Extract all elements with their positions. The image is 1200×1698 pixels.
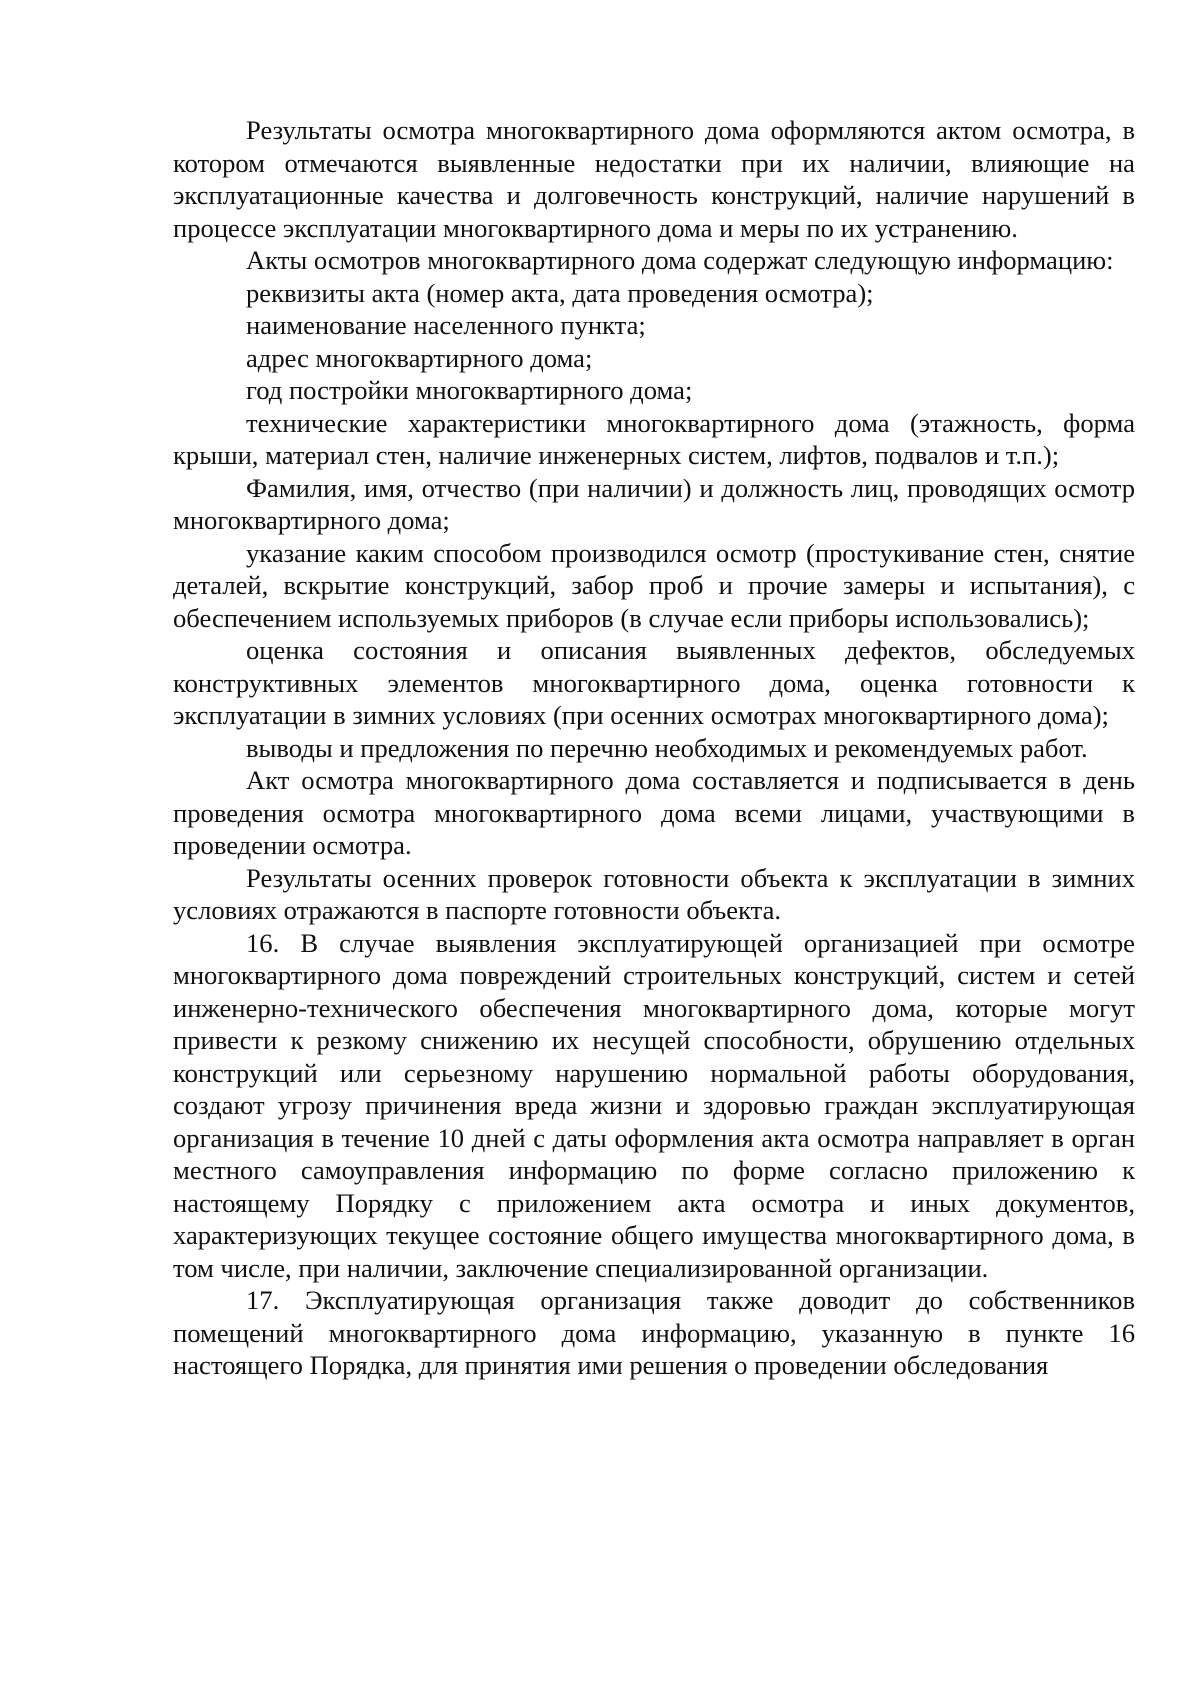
list-item-act-requisites: реквизиты акта (номер акта, дата проведения осмотра); bbox=[246, 277, 874, 308]
list-item-inspection-method: указание каким способом производился осмотр (простукивание стен, снятие деталей, вскрытие конструкций, забор проб и прочие замеры и испытания), с обеспечением используемых приборов (в случае если приборы использовались); bbox=[173, 537, 1135, 633]
list-item-settlement-name: наименование населенного пункта; bbox=[246, 310, 646, 340]
paragraph-acts-contents: Акты осмотров многоквартирного дома содержат следующую информацию: bbox=[246, 245, 1114, 275]
list-item-technical-characteristics: технические характеристики многоквартирного дома (этажность, форма крыши, материал стен, наличие инженерных систем, лифтов, подвалов и т.п.); bbox=[173, 407, 1135, 470]
paragraph-inspection-results: Результаты осмотра многоквартирного дома оформляются актом осмотра, в котором отмечаются выявленные недостатки при их наличии, влияющие на эксплуатационные качества и долговечность конструкций, наличие нарушений в процессе эксплуатации многоквартирного дома и меры по их устранению. bbox=[173, 115, 1135, 243]
paragraph-autumn-checks: Результаты осенних проверок готовности объекта к эксплуатации в зимних условиях отражаются в паспорте готовности объекта. bbox=[173, 862, 1135, 925]
list-item-inspectors: Фамилия, имя, отчество (при наличии) и должность лиц, проводящих осмотр многоквартирного дома; bbox=[173, 472, 1135, 535]
paragraph-clause-16: 16. В случае выявления эксплуатирующей организацией при осмотре многоквартирного дома повреждений строительных конструкций, систем и сетей инженерно-технического обеспечения многоквартирного дома, которые могут привести к резкому снижению их несущей способности, обрушению отдельных конструкций или серьезному нарушению нормальной работы оборудования, создают угрозу причинения вреда жизни и здоровью граждан эксплуатирующая организация в течение 10 дней с даты оформления акта осмотра направляет в орган местного самоуправления информацию по форме согласно приложению к настоящему Порядку с приложением акта осмотра и иных документов, характеризующих текущее состояние общего имущества многоквартирного дома, в том числе, при наличии, заключение специализированной организации. bbox=[173, 927, 1135, 1283]
list-item-building-address: адрес многоквартирного дома; bbox=[246, 342, 593, 373]
paragraph-clause-17: 17. Эксплуатирующая организация также доводит до собственников помещений многоквартирного дома информацию, указанную в пункте 16 настоящего Порядка, для принятия ими решения о проведении обследования bbox=[173, 1285, 1135, 1380]
document-page bbox=[173, 114, 1135, 1382]
list-item-conclusions: выводы и предложения по перечню необходимых и рекомендуемых работ. bbox=[246, 732, 1088, 763]
list-item-condition-assessment: оценка состояния и описания выявленных дефектов, обследуемых конструктивных элементов многоквартирного дома, оценка готовности к эксплуатации в зимних условиях (при осенних осмотрах многоквартирного дома); bbox=[173, 635, 1135, 730]
paragraph-act-signing: Акт осмотра многоквартирного дома составляется и подписывается в день проведения осмотра многоквартирного дома всеми лицами, участвующими в проведении осмотра. bbox=[173, 765, 1135, 860]
list-item-construction-year: год постройки многоквартирного дома; bbox=[246, 375, 693, 405]
